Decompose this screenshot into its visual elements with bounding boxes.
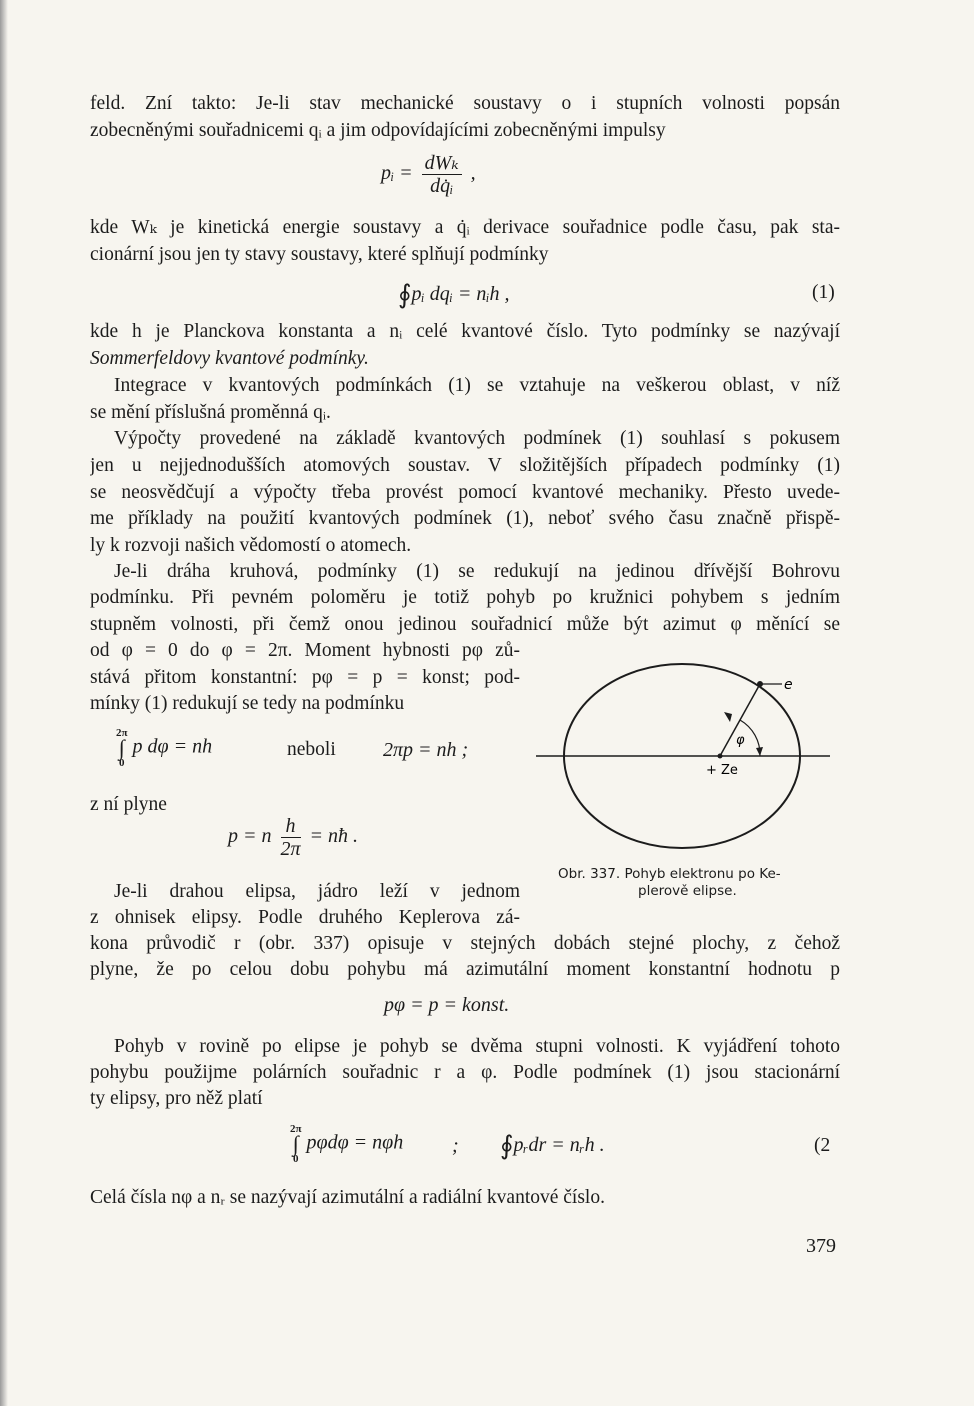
equation-constant-momentum: pφ = p = konst. [384,994,510,1016]
equation-sommerfeld [398,280,510,310]
nucleus-dot [718,754,723,759]
text-line: zobecněnými souřadnicemi qᵢ a jim odpovídajícími zobecněnými impulsy [90,120,666,141]
equation-part: pᵣdr = nᵣh . [513,1134,605,1156]
integral-upper-limit: 2π [116,727,128,739]
text-line: se mění příslušná proměnná qᵢ. [90,402,331,423]
equation-part: p dφ = nh [132,735,213,758]
text-line: Celá čísla nφ a nᵣ se nazývají azimutální a radiální kvantové číslo. [90,1187,605,1208]
text-line: Je-li dráha kruhová, podmínky (1) se redukují na jedinou dřívější Bohrovu [114,561,840,582]
equation-part: p = n [228,825,272,848]
fraction [281,815,301,860]
text-line: Integrace v kvantových podmínkách (1) se vztahuje na veškerou oblast, v níž [114,375,840,396]
equation-number: (2 [814,1135,831,1156]
text-line: Je-li drahou elipsa, jádro leží v jednom [114,881,520,902]
equation-kepler-radial [500,1131,605,1161]
equation-part: = nħ . [309,825,359,848]
fraction-numerator: dWₖ [422,152,462,175]
text-line: podmínku. Při pevném poloměru je totiž pohyb po kružnici pohybem s jedním [90,587,840,608]
text-line: kde Wₖ je kinetická energie soustavy a q̇ᵢ derivace souřadnice podle času, pak sta- [90,217,840,238]
text-line: Pohyb v rovině po elipse je pohyb se dvěma stupni volnosti. K vyjádření tohoto [114,1036,840,1057]
page-number: 379 [806,1235,836,1257]
equation-connector: neboli [287,739,336,760]
equation-momentum [228,815,358,860]
integral-symbol: ∫ [118,735,125,760]
text-line: pohybu použijme polárních souřadnic r a φ. Podle podmínek (1) jsou stacionární [90,1062,840,1083]
text-line: plyne, že po celou dobu pohybu má azimutální moment konstantní hodnotu p [90,959,840,980]
text-line: jen u nejjednodušších atomových soustav. V složitějších případech podmínky (1) [90,455,840,476]
equation-part: , [470,162,476,185]
contour-integral-symbol: ∮ [398,280,412,309]
equation-separator: ; [452,1135,459,1157]
equation-part: pᵢ dqᵢ = nᵢh , [411,283,510,305]
integral-lower-limit: 0 [119,757,125,769]
equation-kepler-azimuthal [290,1124,403,1164]
text-line: se neosvědčují a výpočty třeba provést pomocí kvantové mechaniky. Přesto uvede- [90,482,840,503]
equation-part: pᵢ = [381,162,413,185]
text-line: kona průvodič r (obr. 337) opisuje v stejných dobách stejné plochy, z čehož [90,933,840,954]
radius-arrow [724,712,732,722]
text-line: od φ = 0 do φ = 2π. Moment hybnosti pφ zů- [90,640,520,661]
angle-arrow [756,747,763,756]
text-line: ty elipsy, pro něž platí [90,1088,263,1109]
text-line: ly k rozvoji našich vědomostí o atomech. [90,535,412,556]
label-electron: e [784,677,793,693]
text-line: feld. Zní takto: Je-li stav mechanické soustavy o i stupních volnosti popsán [90,93,840,114]
figure-caption [558,866,838,900]
equation-impulse [381,152,476,197]
contour-integral-symbol: ∮ [500,1131,514,1160]
equation-number: (1) [812,282,835,303]
equation-bohr-alt: 2πp = nh ; [383,739,469,761]
label-nucleus: + Ze [706,763,738,778]
caption-line: Obr. 337. Pohyb elektronu po Ke- [558,866,781,882]
text-line: kde h je Planckova konstanta a nᵢ celé kvantové číslo. Tyto podmínky se nazývají [90,321,840,342]
definite-integral [290,1124,302,1164]
fraction-denominator: 2π [280,838,301,860]
electron-dot [757,681,763,687]
text-line: z ohnisek elipsy. Podle druhého Keplerova zá- [90,907,520,928]
text-line: mínky (1) redukují se tedy na podmínku [90,693,405,714]
text-line: Výpočty provedené na základě kvantových podmínek (1) souhlasí s pokusem [114,428,840,449]
text-line: me příklady na použití kvantových podmínek (1), neboť svého času značně přispě- [90,508,840,529]
text-line: stupněm volnosti, při čemž onou jedinou souřadnicí může být azimut φ měnící se [90,614,840,635]
integral-symbol: ∫ [292,1131,299,1156]
integral-lower-limit: 0 [293,1153,299,1165]
equation-bohr [116,728,212,768]
fraction-denominator: dq̇ᵢ [430,175,454,197]
binding-shadow [0,0,8,1406]
text-line: z ní plyne [90,794,167,815]
text-line: cionární jsou jen ty stavy soustavy, které splňují podmínky [90,244,549,265]
label-angle: φ [736,733,745,748]
text-line: stává přitom konstantní: pφ = p = konst; pod- [90,667,520,688]
kepler-ellipse-figure [530,660,840,860]
equation-part: pφdφ = nφh [306,1131,404,1154]
fraction [422,152,462,197]
fraction-numerator: h [281,815,301,838]
integral-upper-limit: 2π [290,1123,302,1135]
definite-integral [116,728,128,768]
text-line: Sommerfeldovy kvantové podmínky. [90,348,369,369]
caption-line: plerově elipse. [638,883,737,899]
